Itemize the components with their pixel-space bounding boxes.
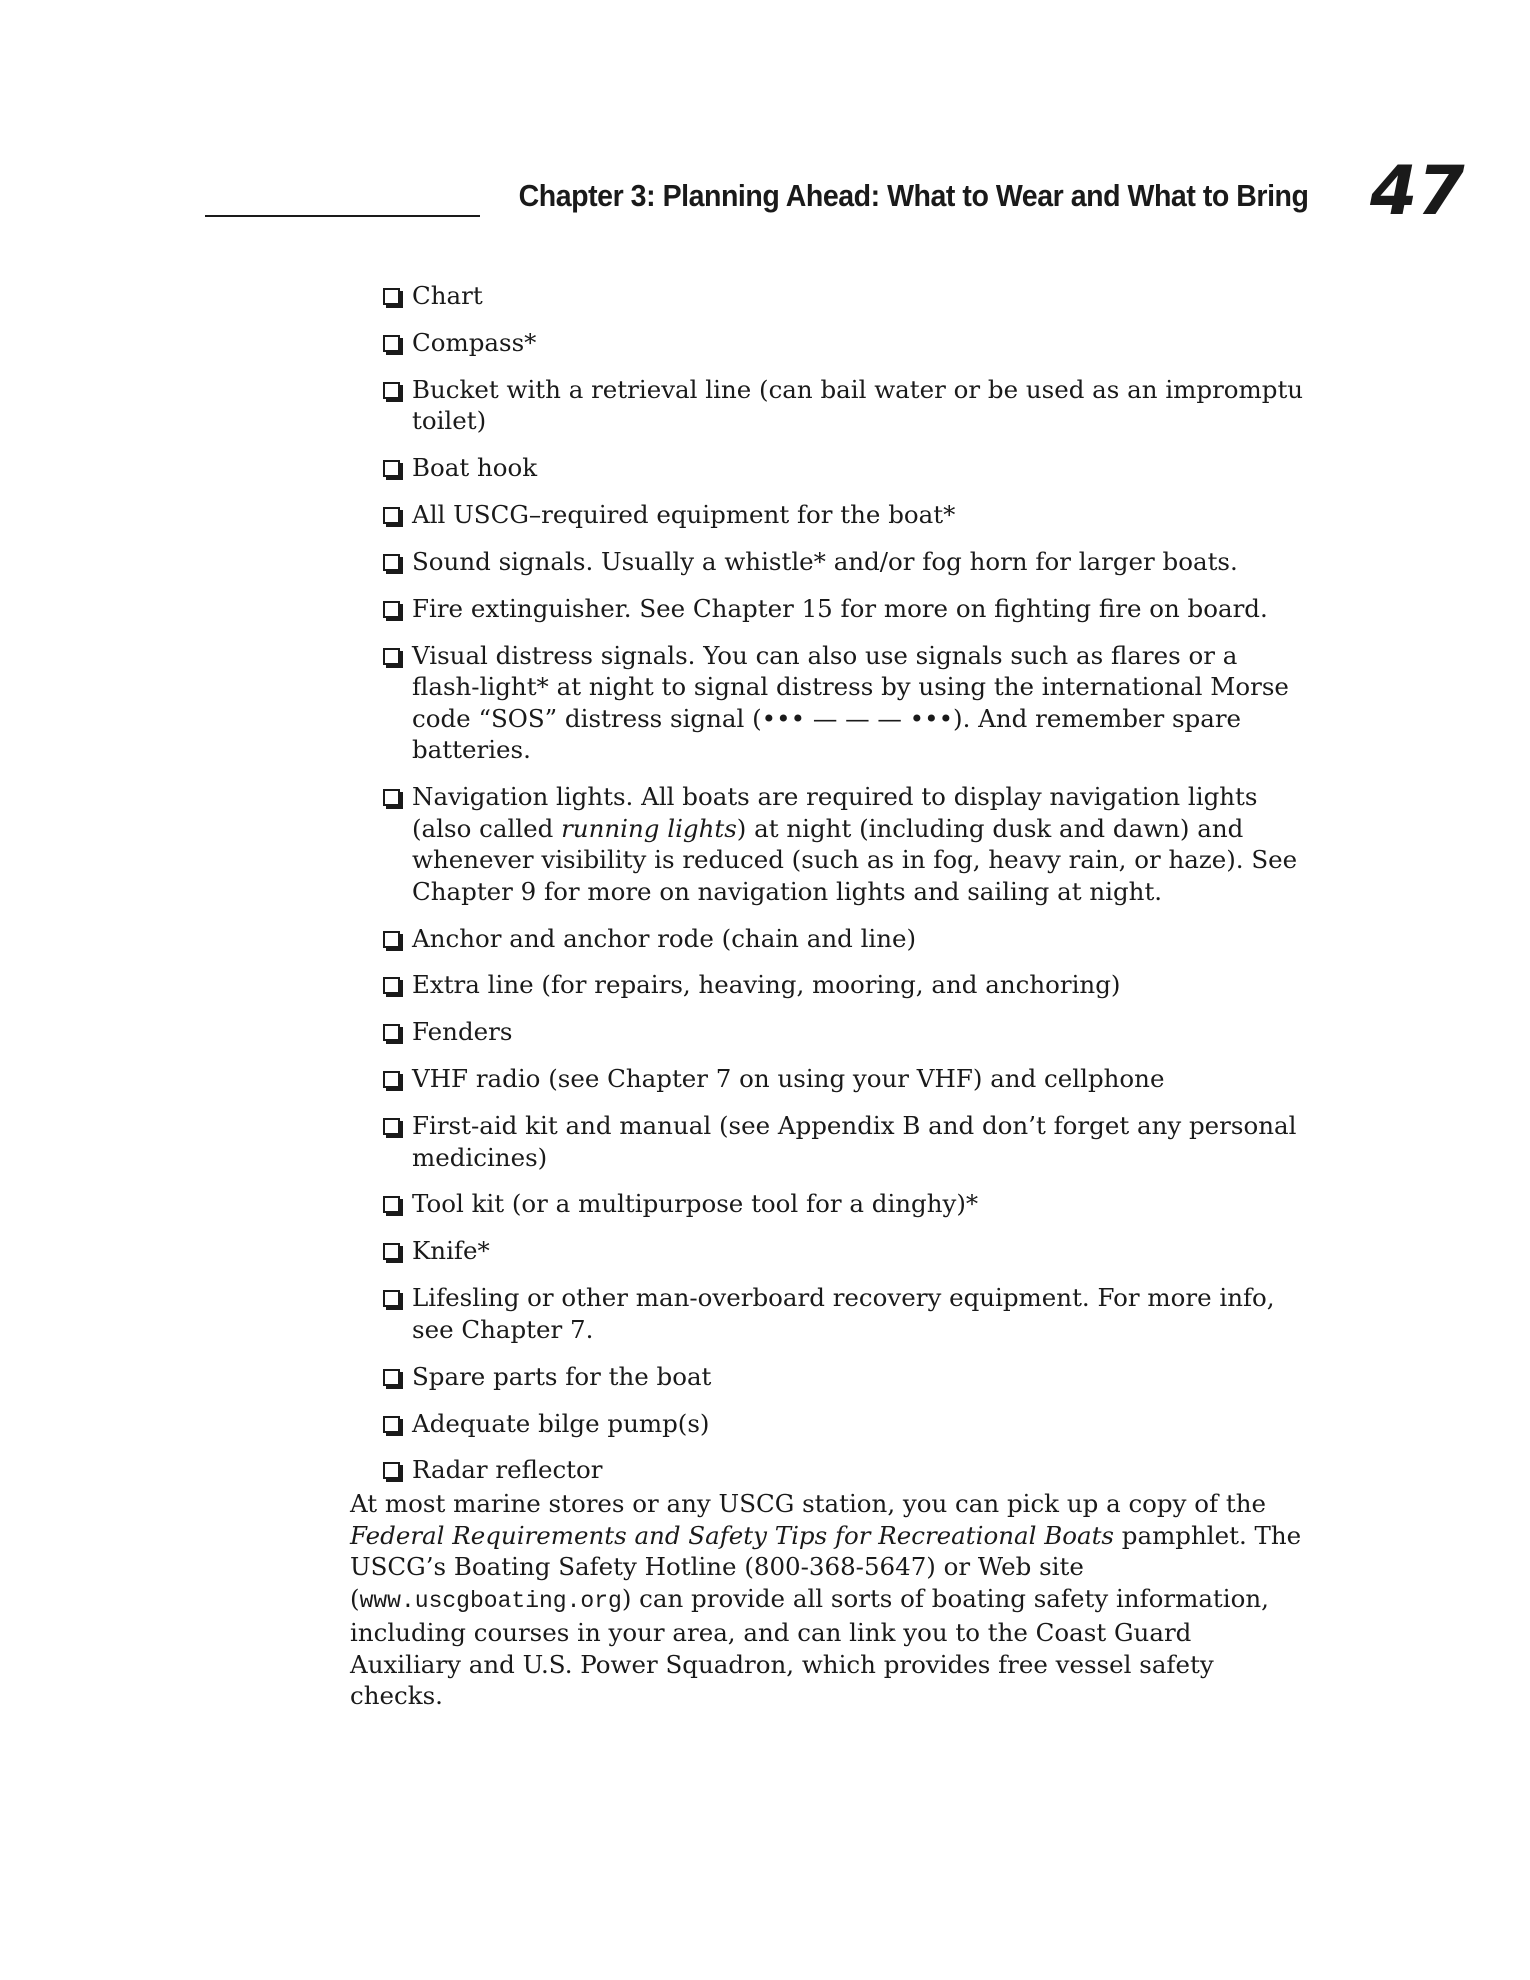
checklist-item-text: Chart: [412, 281, 483, 310]
checklist-item-text: Anchor and anchor rode (chain and line): [412, 923, 917, 953]
checkbox-icon[interactable]: [383, 1462, 400, 1479]
checklist-item-text: Tool kit (or a multipurpose tool for a dinghy)*: [412, 1189, 979, 1219]
checklist-item: [380, 1188, 1310, 1220]
checklist-item: [380, 969, 1310, 1001]
checkbox-icon[interactable]: [383, 288, 400, 305]
checklist-item: [380, 374, 1310, 437]
checklist-item-text: Fenders: [412, 1017, 513, 1047]
checkbox-icon[interactable]: [383, 335, 400, 352]
checklist-item-text: Adequate bilge pump(s): [412, 1408, 710, 1438]
italic-term: running lights: [561, 813, 737, 843]
checklist-item: [380, 781, 1310, 907]
checklist-item: [380, 1361, 1310, 1393]
checklist-item-text: Compass*: [412, 327, 537, 357]
checklist-item-text: Radar reflector: [412, 1455, 603, 1485]
checkbox-icon[interactable]: [383, 931, 400, 948]
checkbox-icon[interactable]: [383, 1243, 400, 1260]
paragraph-text-2: pamphlet. The USCG’s Boating Safety Hotline (800-368-5647) or Web site (: [350, 1520, 1302, 1613]
checklist-item: [380, 546, 1310, 578]
checklist-item-text: Navigation lights. All boats are required to display navigation lights (also called running lights) at night (including dusk and dawn) and whenever visibility is reduced (such as in fog, heavy rain, or haze). See Chapter 9 for more on navigation lights and sailing at night.: [412, 782, 1298, 906]
checklist-item: [380, 923, 1310, 955]
checklist-item-text: Sound signals. Usually a whistle* and/or fog horn for larger boats.: [412, 546, 1238, 576]
page-header: [0, 0, 1530, 240]
checklist-item: [380, 1454, 1310, 1486]
checkbox-icon[interactable]: [383, 1024, 400, 1041]
checklist-item-text: Fire extinguisher. See Chapter 15 for more on fighting fire on board.: [412, 593, 1268, 623]
pamphlet-title: Federal Requirements and Safety Tips for Recreational Boats: [350, 1520, 1114, 1550]
checkbox-icon[interactable]: [383, 977, 400, 994]
checkbox-icon[interactable]: [383, 1196, 400, 1213]
checklist-item: [380, 499, 1310, 531]
website-url[interactable]: www.uscgboating.org: [359, 1587, 622, 1614]
page-number: 47: [1370, 152, 1465, 231]
checklist-item-text: Extra line (for repairs, heaving, mooring, and anchoring): [412, 970, 1121, 1000]
checklist-item-text: All USCG–required equipment for the boat*: [412, 500, 956, 530]
checklist-item-text: VHF radio (see Chapter 7 on using your VHF) and cellphone: [412, 1064, 1165, 1094]
checkbox-icon[interactable]: [383, 507, 400, 524]
checklist-item: [380, 1016, 1310, 1048]
checklist-item: [380, 1110, 1310, 1173]
checklist-item: [380, 1063, 1310, 1095]
checklist-item-text: Bucket with a retrieval line (can bail water or be used as an impromptu toilet): [412, 374, 1304, 436]
checklist-item-text: Boat hook: [412, 453, 538, 483]
checkbox-icon[interactable]: [383, 1290, 400, 1307]
checklist-item: [380, 1235, 1310, 1267]
checklist-item: [380, 452, 1310, 484]
checkbox-icon[interactable]: [383, 1416, 400, 1433]
checklist-item-text: Lifesling or other man-overboard recovery equipment. For more info, see Chapter 7.: [412, 1283, 1275, 1344]
checkbox-icon[interactable]: [383, 1369, 400, 1386]
checkbox-icon[interactable]: [383, 382, 400, 399]
checklist-item-text: Visual distress signals. You can also use signals such as flares or a flash-light* at night to signal distress by using the international Morse code “SOS” distress signal (••• — — — •••). And remember spare batteries.: [412, 640, 1289, 765]
checklist-item-text: Knife*: [412, 1236, 490, 1266]
paragraph-text-3: ) can provide all sorts of boating safety information, including courses in your area, and can link you to the Coast Guard Auxiliary and U.S. Power Squadron, which provides free vessel safety checks.: [350, 1583, 1269, 1710]
chapter-title: Chapter 3: Planning Ahead: What to Wear and What to Bring: [518, 178, 1308, 213]
equipment-checklist: [380, 280, 1310, 1501]
checkbox-icon[interactable]: [383, 554, 400, 571]
checkbox-icon[interactable]: [383, 648, 400, 665]
checklist-item: [380, 1282, 1310, 1345]
checklist-item-text: First-aid kit and manual (see Appendix B and don’t forget any personal medicines): [412, 1111, 1297, 1172]
checklist-item: [380, 327, 1310, 359]
checklist-item: [380, 1408, 1310, 1440]
checkbox-icon[interactable]: [383, 460, 400, 477]
checklist-item: [380, 280, 1310, 312]
checkbox-icon[interactable]: [383, 789, 400, 806]
checklist-item: [380, 593, 1310, 625]
checkbox-icon[interactable]: [383, 1118, 400, 1135]
checklist-item-text: Spare parts for the boat: [412, 1361, 712, 1391]
checkbox-icon[interactable]: [383, 1071, 400, 1088]
checkbox-icon[interactable]: [383, 601, 400, 618]
header-rule: [205, 215, 480, 217]
body-paragraph: [350, 1488, 1310, 1712]
paragraph-text-1: At most marine stores or any USCG station, you can pick up a copy of the: [350, 1489, 1266, 1518]
checklist-item: [380, 640, 1310, 766]
